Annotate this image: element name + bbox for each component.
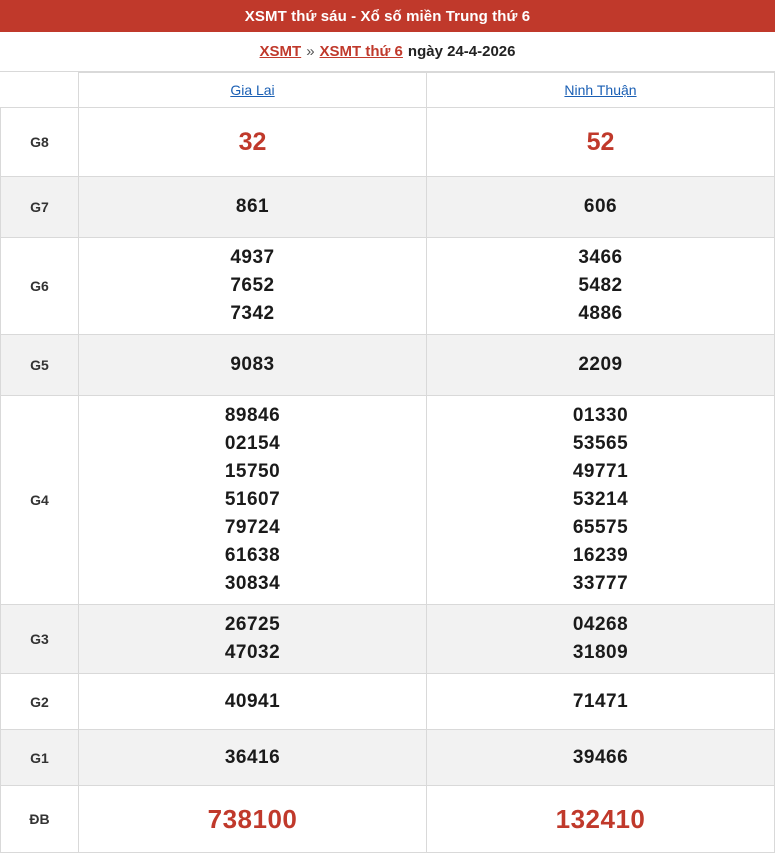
number: 7342 [230, 303, 275, 324]
results-table [0, 72, 775, 853]
number: 606 [583, 196, 618, 217]
number: 4937 [230, 247, 275, 268]
number: 40941 [224, 690, 281, 712]
number: 47032 [224, 642, 281, 663]
number: 26725 [224, 614, 281, 635]
number: 36416 [224, 746, 281, 768]
table-row [1, 177, 775, 238]
prize-value-g3-gia-lai [79, 605, 427, 674]
number: 5482 [578, 275, 623, 296]
header-cell-empty [1, 73, 79, 108]
prize-label-db: ĐB [1, 786, 79, 853]
breadcrumb-link-current[interactable]: XSMT thứ 6 [319, 43, 403, 60]
table-row [1, 396, 775, 605]
prize-value-g2-ninh-thuan [427, 674, 775, 730]
prize-label-g1: G1 [1, 730, 79, 786]
prize-value-g2-gia-lai [79, 674, 427, 730]
number: 61638 [224, 545, 281, 566]
prize-label-g4: G4 [1, 396, 79, 605]
number: 65575 [572, 517, 629, 538]
table-row [1, 238, 775, 335]
prize-label-g8: G8 [1, 108, 79, 177]
page-title-bar [0, 0, 775, 32]
table-row [1, 335, 775, 396]
prize-value-g6-ninh-thuan [427, 238, 775, 335]
results-table-head [1, 73, 775, 108]
number: 51607 [224, 489, 281, 510]
number: 30834 [224, 573, 281, 594]
page-title: XSMT thứ sáu - Xổ số miền Trung thứ 6 [244, 7, 531, 25]
number: 53565 [572, 433, 629, 454]
prize-label-g6: G6 [1, 238, 79, 335]
province-link-ninh-thuan[interactable]: Ninh Thuận [564, 82, 637, 98]
results-table-body [1, 108, 775, 853]
number: 71471 [572, 690, 629, 712]
prize-value-g8-ninh-thuan: 52 [427, 108, 775, 177]
number: 31809 [572, 642, 629, 663]
table-header-row [1, 73, 775, 108]
number: 861 [235, 196, 270, 217]
prize-value-g4-ninh-thuan [427, 396, 775, 605]
prize-value-g1-gia-lai [79, 730, 427, 786]
number: 16239 [572, 545, 629, 566]
table-row [1, 786, 775, 853]
prize-label-g5: G5 [1, 335, 79, 396]
breadcrumb-separator: » [306, 43, 315, 60]
prize-value-g4-gia-lai [79, 396, 427, 605]
prize-value-g7-gia-lai [79, 177, 427, 238]
prize-value-db-ninh-thuan: 132410 [427, 786, 775, 853]
number: 4886 [578, 303, 623, 324]
prize-label-g3: G3 [1, 605, 79, 674]
number: 3466 [578, 247, 623, 268]
number: 53214 [572, 489, 629, 510]
table-row [1, 605, 775, 674]
header-cell-province-gia-lai [79, 73, 427, 108]
number: 79724 [224, 517, 281, 538]
number: 33777 [572, 573, 629, 594]
province-link-gia-lai[interactable]: Gia Lai [230, 82, 275, 98]
breadcrumb-date: ngày 24-4-2026 [407, 43, 516, 60]
number: 89846 [224, 405, 281, 426]
prize-label-g7: G7 [1, 177, 79, 238]
number: 39466 [572, 746, 629, 768]
prize-label-g2: G2 [1, 674, 79, 730]
prize-value-g1-ninh-thuan [427, 730, 775, 786]
table-row [1, 730, 775, 786]
table-row [1, 108, 775, 177]
number: 49771 [572, 461, 629, 482]
number: 04268 [572, 614, 629, 635]
number: 2209 [578, 354, 623, 375]
prize-value-g8-gia-lai: 32 [79, 108, 427, 177]
prize-value-g7-ninh-thuan [427, 177, 775, 238]
table-row [1, 674, 775, 730]
number: 9083 [230, 354, 275, 375]
number: 7652 [230, 275, 275, 296]
prize-value-g6-gia-lai [79, 238, 427, 335]
breadcrumb [0, 32, 775, 72]
prize-value-g3-ninh-thuan [427, 605, 775, 674]
prize-value-g5-ninh-thuan [427, 335, 775, 396]
header-cell-province-ninh-thuan [427, 73, 775, 108]
number: 15750 [224, 461, 281, 482]
prize-value-db-gia-lai: 738100 [79, 786, 427, 853]
number: 01330 [572, 405, 629, 426]
breadcrumb-link-root[interactable]: XSMT [259, 43, 302, 60]
number: 02154 [224, 433, 281, 454]
prize-value-g5-gia-lai [79, 335, 427, 396]
